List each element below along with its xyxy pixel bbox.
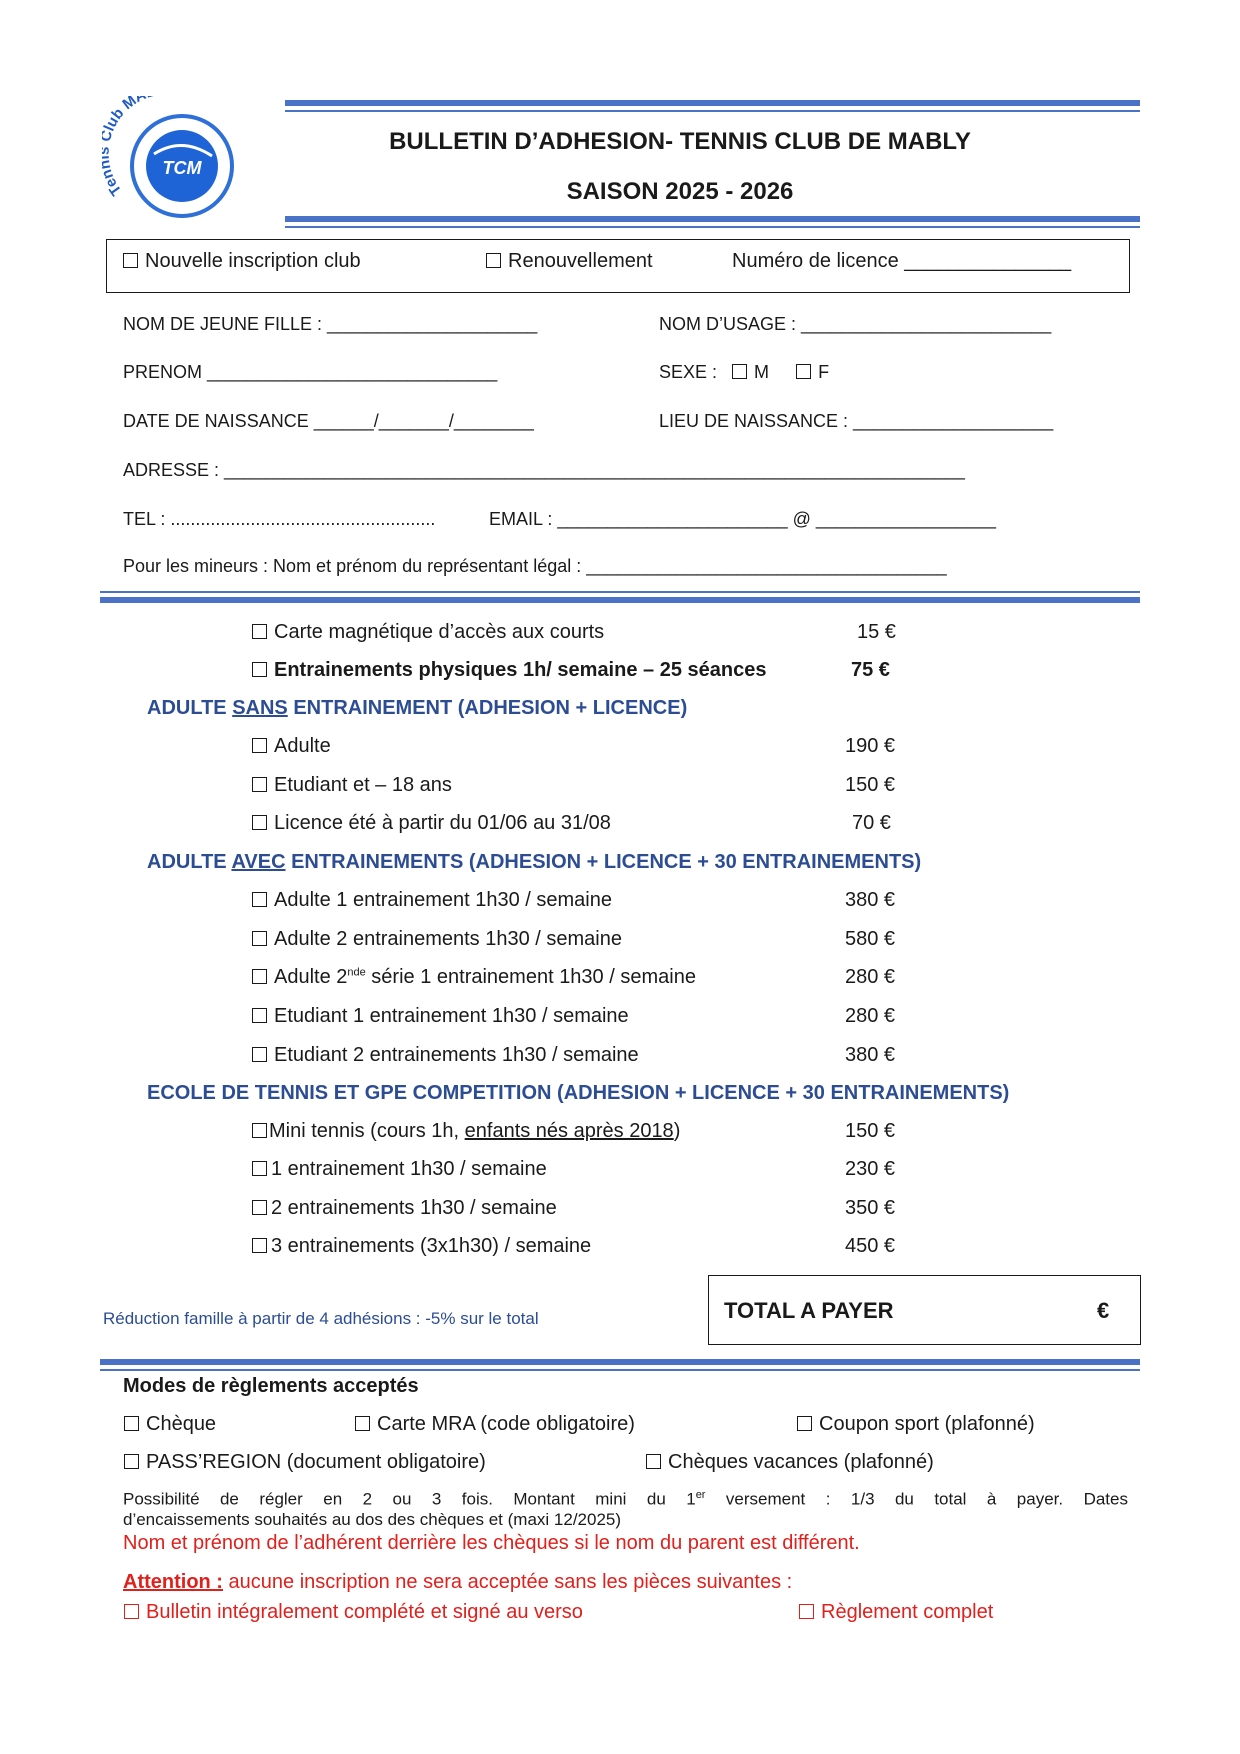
header-bottom-bar [285,216,1140,222]
header-top-bar [285,100,1140,106]
total-currency: € [1097,1298,1110,1323]
price-physical-training: 75 € [851,659,890,681]
usage-name-field[interactable]: NOM D’USAGE : _________________________ [659,314,1052,334]
price-magnetic-card: 15 € [857,621,896,643]
section-tennis-school: ECOLE DE TENNIS ET GPE COMPETITION (ADHESION + LICENCE + 30 ENTRAINEMENTS) [147,1082,1010,1104]
price-mini-tennis: 150 € [845,1120,896,1142]
price-school-3-trainings: 450 € [845,1235,896,1257]
payment-note-line2: d’encaissements souhaités au dos des chèques et (maxi 12/2025) [123,1510,622,1529]
price-adult: 190 € [845,735,896,757]
form-title: BULLETIN D’ADHESION- TENNIS CLUB DE MABLY [389,128,971,155]
option-magnetic-card[interactable]: Carte magnétique d’accès aux courts [252,621,604,644]
checkbox[interactable] [252,738,267,753]
renewal-option[interactable]: Renouvellement [486,250,653,273]
payment-holiday-cheques[interactable]: Chèques vacances (plafonné) [646,1451,934,1474]
option-school-3-trainings[interactable]: 3 entrainements (3x1h30) / semaine [252,1235,591,1258]
payment-separator [100,1359,1140,1365]
checkbox[interactable] [124,1604,139,1619]
checkbox[interactable] [252,1161,267,1176]
option-adult-1-training[interactable]: Adulte 1 entrainement 1h30 / semaine [252,889,612,912]
checkbox[interactable] [797,1416,812,1431]
legal-representative-field[interactable]: Pour les mineurs : Nom et prénom du représentant légal : ____________________________________ [123,556,947,576]
checkbox[interactable] [355,1416,370,1431]
price-adult-2nd-series: 280 € [845,966,896,988]
birth-date-field[interactable]: DATE DE NAISSANCE ______/_______/________ [123,411,534,431]
option-adult-2-trainings[interactable]: Adulte 2 entrainements 1h30 / semaine [252,928,622,951]
payment-mra-card[interactable]: Carte MRA (code obligatoire) [355,1413,635,1436]
header-bottom-bar-thin [285,226,1140,228]
checkbox[interactable] [252,815,267,830]
first-name-field[interactable]: PRENOM _____________________________ [123,362,498,382]
section-separator [100,591,1140,593]
price-student: 150 € [845,774,896,796]
checkbox[interactable] [252,624,267,639]
new-registration-option[interactable]: Nouvelle inscription club [123,250,361,273]
checkbox[interactable] [252,931,267,946]
checkbox[interactable] [252,777,267,792]
season-title: SAISON 2025 - 2026 [566,178,794,205]
logo-club-text: Te lub MA [102,96,149,199]
payment-title: Modes de règlements acceptés [123,1375,419,1397]
checkbox[interactable] [252,969,267,984]
total-label: TOTAL A PAYER [724,1298,894,1323]
price-adult-1-training: 380 € [845,889,896,911]
checkbox[interactable] [252,1200,267,1215]
checkbox[interactable] [252,1123,267,1138]
price-student-1-training: 280 € [845,1005,896,1027]
club-logo [102,96,244,228]
price-school-2-trainings: 350 € [845,1197,896,1219]
header-top-bar-thin [285,110,1140,112]
checkbox[interactable] [124,1454,139,1469]
price-school-1-training: 230 € [845,1158,896,1180]
payment-coupon-sport[interactable]: Coupon sport (plafonné) [797,1413,1035,1436]
checkbox[interactable] [252,662,267,677]
requirement-full-payment[interactable]: Règlement complet [799,1601,993,1624]
option-school-2-trainings[interactable]: 2 entrainements 1h30 / semaine [252,1197,557,1220]
new-registration-checkbox[interactable] [123,253,138,268]
checkbox[interactable] [252,1008,267,1023]
option-summer-license[interactable]: Licence été à partir du 01/06 au 31/08 [252,812,611,835]
address-field[interactable]: ADRESSE : __________________________________________________________________________ [123,460,965,480]
checkbox[interactable] [124,1416,139,1431]
checkbox[interactable] [646,1454,661,1469]
payment-cheque[interactable]: Chèque [124,1413,216,1436]
payment-pass-region[interactable]: PASS’REGION (document obligatoire) [124,1451,486,1474]
license-number-field[interactable]: Numéro de licence _______________ [732,250,1072,272]
birth-place-field[interactable]: LIEU DE NAISSANCE : ____________________ [659,411,1054,431]
maiden-name-field[interactable]: NOM DE JEUNE FILLE : _____________________ [123,314,538,334]
email-field[interactable]: EMAIL : _______________________ @ __________________ [489,509,997,529]
price-summer-license: 70 € [852,812,891,834]
price-student-2-trainings: 380 € [845,1044,896,1066]
checkbox[interactable] [252,892,267,907]
option-physical-training[interactable]: Entrainements physiques 1h/ semaine – 25 séances [252,659,766,682]
sex-field: SEXE : M F [659,362,830,382]
attention-label: Attention : [123,1571,223,1593]
option-mini-tennis[interactable]: Mini tennis (cours 1h, enfants nés après 2018) [252,1120,680,1143]
option-student[interactable]: Etudiant et – 18 ans [252,774,452,797]
section-adult-no-training: ADULTE SANS ENTRAINEMENT (ADHESION + LICENCE) [147,697,688,719]
checkbox[interactable] [799,1604,814,1619]
sex-m-checkbox[interactable] [732,364,747,379]
cheque-name-warning: Nom et prénom de l’adhérent derrière les chèques si le nom du parent est différent. [123,1532,860,1554]
sex-f-checkbox[interactable] [796,364,811,379]
logo-badge: TCM [162,158,202,178]
option-student-1-training[interactable]: Etudiant 1 entrainement 1h30 / semaine [252,1005,629,1028]
attention-line: Attention : aucune inscription ne sera acceptée sans les pièces suivantes : [123,1571,793,1593]
tel-field[interactable]: TEL : ..................................................... [123,509,436,529]
renewal-checkbox[interactable] [486,253,501,268]
payment-separator-thin [100,1369,1140,1371]
option-adult-2nd-series[interactable]: Adulte 2nde série 1 entrainement 1h30 / semaine [252,966,696,989]
option-school-1-training[interactable]: 1 entrainement 1h30 / semaine [252,1158,547,1181]
option-adult[interactable]: Adulte [252,735,331,758]
checkbox[interactable] [252,1047,267,1062]
section-adult-training: ADULTE AVEC ENTRAINEMENTS (ADHESION + LICENCE + 30 ENTRAINEMENTS) [147,851,922,873]
option-student-2-trainings[interactable]: Etudiant 2 entrainements 1h30 / semaine [252,1044,639,1067]
payment-note-line1: Possibilité de régler en 2 ou 3 fois. Montant mini du 1er versement : 1/3 du total à payer. Dates [123,1489,1128,1509]
family-discount-note: Réduction famille à partir de 4 adhésions : -5% sur le total [103,1309,539,1328]
checkbox[interactable] [252,1238,267,1253]
section-separator-thick [100,597,1140,603]
price-adult-2-trainings: 580 € [845,928,896,950]
requirement-form-complete[interactable]: Bulletin intégralement complété et signé au verso [124,1601,583,1624]
